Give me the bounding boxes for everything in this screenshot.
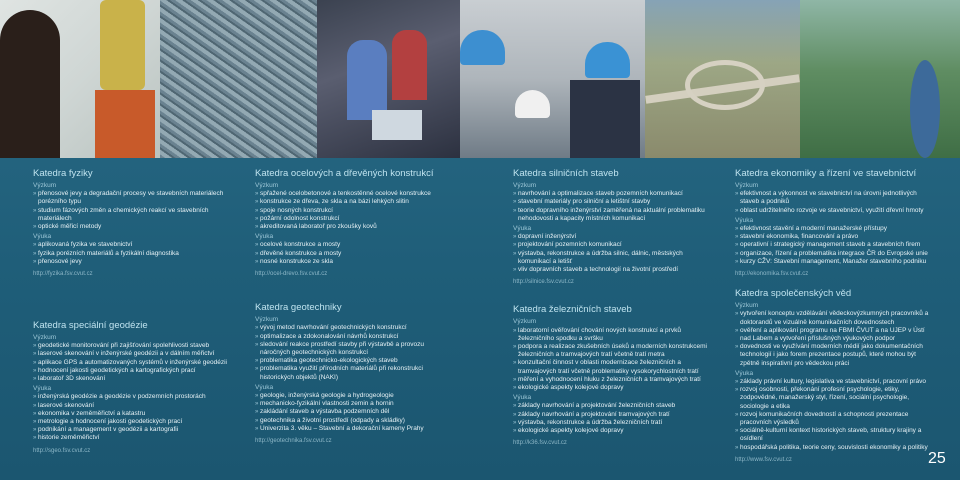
list-item: » oblast udržitelného rozvoje ve stavebnictví, využití dřevní hmoty <box>735 207 935 215</box>
list-item: » Univerzita 3. věku – Stavební a dekorační kameny Prahy <box>255 425 455 433</box>
list-item: » projektování pozemních komunikací <box>513 241 713 249</box>
list-item: » aplikace GPS a automatizovaných systémů v inženýrské geodézii <box>33 359 233 367</box>
list-item: » metrologie a hodnocení jakosti geodetických prací <box>33 418 233 426</box>
research-label: Výzkum <box>33 334 57 341</box>
list-item: » mechanicko-fyzikální vlastnosti zemin a hornin <box>255 400 455 408</box>
dept-link[interactable]: http://ekonomika.fsv.cvut.cz <box>735 271 809 278</box>
list-item: » laserové skenování <box>33 402 233 410</box>
list-item: » kurzy CŽV: Stavební management, Manažer stavebního podniku <box>735 258 935 266</box>
highway-interchange-photo <box>645 0 800 158</box>
list-item: » sociálně-kulturní kontext historických staveb, struktury krajiny a osídlení <box>735 427 935 443</box>
list-item: » spoje nosných konstrukcí <box>255 207 455 215</box>
list-item: » studium fázových změn a chemických reakcí ve stavebních materiálech <box>33 207 233 223</box>
research-label: Výzkum <box>735 302 759 310</box>
list-item: » problematika využití přírodních materiálů při rekonstrukci historických objektů (NAKI) <box>255 365 455 381</box>
surveying-instrument-photo <box>0 0 160 158</box>
dept-link[interactable]: http://www.fsv.cvut.cz <box>735 456 792 463</box>
list-item: » ocelové konstrukce a mosty <box>255 241 455 249</box>
teaching-label: Výuka <box>33 233 52 241</box>
dept-link[interactable]: http://k36.fsv.cvut.cz <box>513 440 567 447</box>
list-item: » dřevěné konstrukce a mosty <box>255 250 455 258</box>
dept-link[interactable]: http://ocel-drevo.fsv.cvut.cz <box>255 271 328 278</box>
list-item: » ověření a aplikování programu na FBMI ČVUT a na UJEP v Ústí nad Labem a vytvoření příslušných výukových podpor <box>735 327 935 343</box>
list-item: » měření a vyhodnocení hluku z železničních a tramvajových tratí <box>513 376 713 384</box>
list-item: » vliv dopravních staveb a technologií na životní prostředí <box>513 266 713 274</box>
list-item: » laboratoř 3D skenování <box>33 375 233 383</box>
list-item: » spřažené ocelobetonové a tenkostěnné ocelové konstrukce <box>255 190 455 198</box>
list-item: » geodetické monitorování při zajišťování spolehlivosti staveb <box>33 342 233 350</box>
dept-title: Katedra silničních staveb <box>513 168 619 179</box>
research-label: Výzkum <box>513 318 537 326</box>
list-item: » navrhování a optimalizace staveb pozemních komunikací <box>513 190 713 198</box>
list-item: » ekonomika v zeměměřictví a katastru <box>33 410 233 418</box>
photo-strip <box>0 0 960 158</box>
dept-special-geodesy <box>33 320 233 455</box>
list-item: » nosné konstrukce ze skla <box>255 258 455 266</box>
research-label: Výzkum <box>255 316 279 324</box>
laboratory-photo <box>317 0 460 158</box>
construction-workers-photo <box>460 0 645 158</box>
list-item: » přenosové jevy <box>33 258 233 266</box>
list-item: » laserové skenování v inženýrské geodézii a v dálním měřictví <box>33 350 233 358</box>
list-item: » fyzika porézních materiálů a fyzikální diagnostika <box>33 250 233 258</box>
list-item: » zakládání staveb a výstavba podzemních děl <box>255 408 455 416</box>
list-item: » základy navrhování a projektování železničních staveb <box>513 402 713 410</box>
dept-title: Katedra železničních staveb <box>513 304 632 316</box>
dept-steel-timber <box>255 168 455 445</box>
list-item: » ekologické aspekty kolejové dopravy <box>513 384 713 392</box>
river-landscape-photo <box>800 0 960 158</box>
teaching-label: Výuka <box>255 383 274 391</box>
research-label: Výzkum <box>513 182 537 189</box>
dept-title: Katedra speciální geodézie <box>33 320 148 331</box>
list-item: » problematika geotechnicko-ekologických staveb <box>255 357 455 365</box>
list-item: » základy navrhování a projektování tramvajových tratí <box>513 411 713 419</box>
page-number: 25 <box>928 450 946 467</box>
list-item: » organizace, řízení a problematika integrace ČR do Evropské unie <box>735 250 935 258</box>
teaching-label: Výuka <box>513 394 532 402</box>
list-item: » historie zeměměřictví <box>33 434 233 442</box>
dept-title: Katedra ocelových a dřevěných konstrukcí <box>255 168 434 179</box>
city-map-photo <box>160 0 317 158</box>
research-label: Výzkum <box>735 182 759 189</box>
list-item: » vývoj metod navrhování geotechnických konstrukcí <box>255 324 455 332</box>
list-item: » hospodářská politika, teorie ceny, souvislosti ekonomiky a politiky <box>735 444 935 452</box>
list-item: » geologie, inženýrská geologie a hydrogeologie <box>255 392 455 400</box>
list-item: » konstrukce ze dřeva, ze skla a na bázi lehkých slitin <box>255 198 455 206</box>
list-item: » optimalizace a zdokonalování návrhů konstrukcí <box>255 333 455 341</box>
list-item: » inženýrská geodézie a geodézie v podzemních prostorách <box>33 393 233 401</box>
teaching-label: Výuka <box>735 216 754 224</box>
list-item: » podpora a realizace zkušebních úseků a moderních konstrukcemi železničních a tramvajových tratí včetně tratí metra <box>513 343 713 359</box>
list-item: » aplikovaná fyzika ve stavebnictví <box>33 241 233 249</box>
list-item: » výstavba, rekonstrukce a údržba železničních tratí <box>513 419 713 427</box>
list-item: » ekologické aspekty kolejové dopravy <box>513 427 713 435</box>
list-item: » efektivnost a výkonnost ve stavebnictví na úrovni jednotlivých staveb a podniků <box>735 190 935 206</box>
dept-link[interactable]: http://geotechnika.fsv.cvut.cz <box>255 438 332 445</box>
dept-road-structures <box>513 168 713 447</box>
list-item: » sledování reakce prostředí stavby při výstavbě a provozu náročných geotechnických konstrukcí <box>255 341 455 357</box>
list-item: » rozvoj osobnosti, překonání profesní psychologie, etiky, zodpovědné, manažerský styl, řízení, sociální psychologie, sociologie a etika <box>735 386 935 411</box>
list-item: » dovednosti ve využívání moderních médií jako dokumentačních technologií i jako forem prezentace postupů, které mohou být zpětně inspirativní pro vědeckou práci <box>735 343 935 368</box>
list-item: » optické měřicí metody <box>33 223 233 231</box>
list-item: » přenosové jevy a degradační procesy ve stavebních materiálech porézního typu <box>33 190 233 206</box>
list-item: » teorie dopravního inženýrství zaměřená na aktuální problematiku nehodovosti a kapacity místních komunikací <box>513 207 713 223</box>
list-item: » výstavba, rekonstrukce a údržba silnic, dálnic, městských komunikací a letišť <box>513 250 713 266</box>
research-label: Výzkum <box>255 182 279 189</box>
dept-link[interactable]: http://silnice.fsv.cvut.cz <box>513 279 574 286</box>
dept-link[interactable]: http://sgeo.fsv.cvut.cz <box>33 447 91 454</box>
list-item: » stavební materiály pro silniční a letištní stavby <box>513 198 713 206</box>
dept-title: Katedra ekonomiky a řízení ve stavebnictví <box>735 168 917 179</box>
dept-economics <box>735 168 935 464</box>
research-label: Výzkum <box>33 182 57 189</box>
teaching-label: Výuka <box>513 225 532 233</box>
list-item: » dopravní inženýrství <box>513 233 713 241</box>
dept-title: Katedra společenských věd <box>735 288 852 300</box>
list-item: » stavební ekonomika, financování a právo <box>735 233 935 241</box>
list-item: » základy právní kultury, legislativa ve stavebnictví, pracovní právo <box>735 378 935 386</box>
list-item: » konzultační činnost v oblasti modernizace železničních a tramvajových tratí včetně problematiky vysokorychlostních tratí <box>513 359 713 375</box>
list-item: » rozvoj komunikačních dovedností a schopnosti prezentace pracovních výsledků <box>735 411 935 427</box>
list-item: » laboratorní ověřování chování nových konstrukcí a prvků železničního spodku a svršku <box>513 327 713 343</box>
list-item: » operativní i strategický management staveb a stavebních firem <box>735 241 935 249</box>
dept-link[interactable]: http://fyzika.fsv.cvut.cz <box>33 271 93 278</box>
list-item: » hodnocení jakosti geodetických a kartografických prací <box>33 367 233 375</box>
list-item: » vytvoření konceptu vzdělávání vědeckovýzkumných pracovníků a doktorandů ve vizuálně komunikačních dovednostech <box>735 310 935 326</box>
teaching-label: Výuka <box>735 369 754 377</box>
list-item: » efektivnost stavění a moderní manažerské přístupy <box>735 225 935 233</box>
dept-physics <box>33 168 233 278</box>
list-item: » podnikání a management v geodézii a kartografii <box>33 426 233 434</box>
list-item: » geotechnika a životní prostředí (odpady a skládky) <box>255 417 455 425</box>
dept-title: Katedra geotechniky <box>255 302 342 314</box>
dept-title: Katedra fyziky <box>33 168 93 179</box>
teaching-label: Výuka <box>255 233 274 241</box>
list-item: » požární odolnost konstrukcí <box>255 215 455 223</box>
teaching-label: Výuka <box>33 385 52 393</box>
list-item: » akreditovaná laboratoř pro zkoušky kovů <box>255 223 455 231</box>
